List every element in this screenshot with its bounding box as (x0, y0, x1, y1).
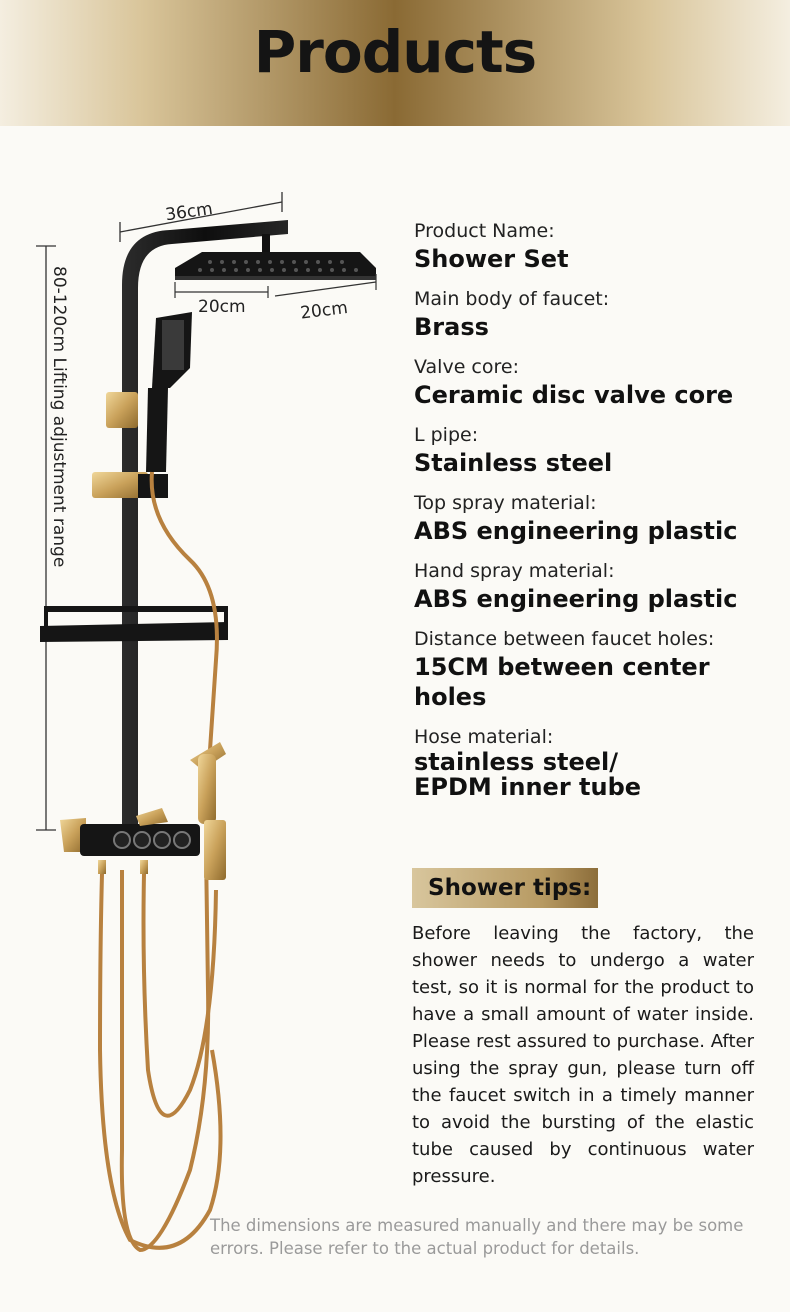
spec-label: Product Name: (414, 220, 555, 242)
spec-label: Hose material: (414, 726, 554, 748)
upper-bracket (106, 392, 138, 428)
header-banner (0, 0, 790, 126)
spec-value: Stainless steel (414, 449, 613, 477)
page-title: Products (253, 18, 537, 86)
spec-item (414, 286, 784, 342)
spec-label: Valve core: (414, 356, 519, 378)
spec-list (414, 218, 784, 812)
spec-item (414, 558, 784, 614)
hand-shower (146, 312, 192, 472)
lift-range-dimension (36, 246, 69, 830)
spec-label: Hand spray material: (414, 560, 615, 582)
spec-label: Main body of faucet: (414, 288, 610, 310)
spec-label: Top spray material: (414, 492, 597, 514)
spec-item (414, 724, 784, 800)
spec-item (414, 354, 784, 410)
spec-value: ABS engineering plastic (414, 585, 738, 613)
spec-value: Brass (414, 313, 489, 341)
spec-value: ABS engineering plastic (414, 517, 738, 545)
head-width-label-2: 20cm (299, 297, 349, 324)
shower-set-illustration (30, 190, 400, 1270)
bidet-sprayer (190, 742, 226, 880)
lift-range-label: 80-120cm Lifting adjustment range (49, 266, 69, 568)
spec-value: 15CM between center holes (414, 653, 710, 711)
spec-value: Ceramic disc valve core (414, 381, 734, 409)
tips-title: Shower tips: (412, 868, 598, 908)
spec-value: Shower Set (414, 245, 569, 273)
spec-item (414, 626, 784, 712)
lower-hose-1 (100, 874, 221, 1248)
spec-label: L pipe: (414, 424, 479, 446)
spec-item (414, 218, 784, 274)
spec-item (414, 490, 784, 546)
spec-value: stainless steel/ EPDM inner tube (414, 748, 642, 801)
disclaimer-note: The dimensions are measured manually and there may be some errors. Please refer to the actual product for details. (210, 1216, 744, 1258)
tips-body: Before leaving the factory, the shower needs to undergo a water test, so it is normal for the product to have a small amount of water inside. Please rest assured to purchase. After using the spray gun, please turn off the faucet switch in a timely manner to avoid the bursting of the elastic tube caused by continuous water pressure. (412, 923, 754, 1187)
head-width-label-1: 20cm (198, 297, 246, 317)
head-dimensions (175, 274, 376, 324)
spec-item (414, 422, 784, 478)
width-total-label: 36cm (164, 198, 214, 226)
spec-label: Distance between faucet holes: (414, 628, 715, 650)
shelf (40, 606, 228, 642)
